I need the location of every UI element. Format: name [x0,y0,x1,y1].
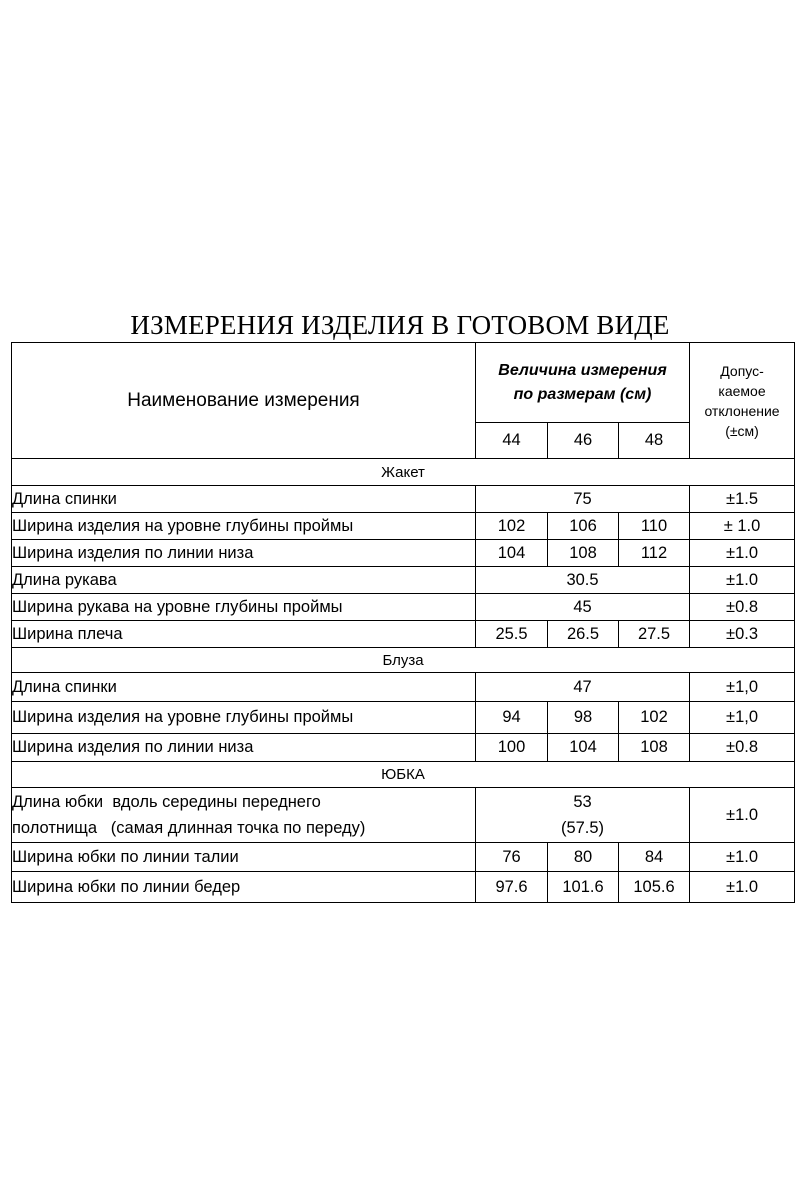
row-value-44: 102 [476,513,548,540]
row-tolerance: ±1.0 [690,788,795,843]
row-value-line2: (57.5) [560,819,605,837]
size-44: 44 [476,423,548,459]
table-row [12,702,795,734]
row-tolerance: ±1,0 [690,673,795,702]
row-value-44: 25.5 [476,621,548,648]
row-value-line1: 53 [573,793,592,811]
table-row [12,594,795,621]
row-value-48: 102 [619,702,690,734]
table-row [12,843,795,872]
row-value-46: 101.6 [548,872,619,903]
row-tolerance: ± 1.0 [690,513,795,540]
row-value-48: 110 [619,513,690,540]
row-value-44: 97.6 [476,872,548,903]
row-name: Ширина изделия на уровне глубины проймы [12,702,476,734]
row-name [12,788,476,843]
measurements-table [11,342,795,903]
row-name-line1: Длина юбки вдоль середины переднего [12,793,321,811]
section-label-jacket: Жакет [12,459,795,486]
section-row [12,762,795,788]
header-row [12,343,795,423]
row-value-46: 80 [548,843,619,872]
row-name: Ширина изделия на уровне глубины проймы [12,513,476,540]
row-name: Длина рукава [12,567,476,594]
table-row [12,673,795,702]
row-value-48: 112 [619,540,690,567]
row-value: 30.5 [476,567,690,594]
row-tolerance: ±1.0 [690,843,795,872]
table-row [12,567,795,594]
row-tolerance: ±1,0 [690,702,795,734]
section-label-skirt: ЮБКА [12,762,795,788]
row-value-46: 26.5 [548,621,619,648]
row-value-44: 76 [476,843,548,872]
row-name: Длина спинки [12,673,476,702]
row-value-48: 105.6 [619,872,690,903]
row-name: Ширина юбки по линии талии [12,843,476,872]
header-size-line2: по размерам (см) [513,385,652,403]
row-value: 45 [476,594,690,621]
row-value-46: 98 [548,702,619,734]
header-tol-line2: каемое [718,382,766,399]
header-measurement-name: Наименование измерения [12,343,476,459]
table-row [12,734,795,762]
row-name: Ширина изделия по линии низа [12,540,476,567]
section-row [12,459,795,486]
size-46: 46 [548,423,619,459]
size-48: 48 [619,423,690,459]
row-name: Длина спинки [12,486,476,513]
row-tolerance: ±0.8 [690,594,795,621]
row-value-46: 104 [548,734,619,762]
row-value-44: 100 [476,734,548,762]
header-size-group [476,343,690,423]
header-tolerance [690,343,795,459]
row-tolerance: ±1.0 [690,567,795,594]
table-row [12,788,795,843]
row-name: Ширина юбки по линии бедер [12,872,476,903]
row-value-46: 108 [548,540,619,567]
header-tol-line1: Допус- [720,362,764,379]
row-tolerance: ±0.3 [690,621,795,648]
row-tolerance: ±0.8 [690,734,795,762]
row-value: 47 [476,673,690,702]
row-name: Ширина изделия по линии низа [12,734,476,762]
row-value-48: 108 [619,734,690,762]
header-tol-line4: (±см) [725,422,759,439]
table-row [12,621,795,648]
section-row [12,648,795,673]
row-tolerance: ±1.0 [690,540,795,567]
row-value-44: 94 [476,702,548,734]
header-size-line1: Величина измерения [498,361,667,379]
row-tolerance: ±1.0 [690,872,795,903]
row-value-48: 27.5 [619,621,690,648]
row-tolerance: ±1.5 [690,486,795,513]
row-value [476,788,690,843]
row-name: Ширина рукава на уровне глубины проймы [12,594,476,621]
row-name: Ширина плеча [12,621,476,648]
table-row [12,486,795,513]
table-row [12,513,795,540]
row-value-46: 106 [548,513,619,540]
row-value: 75 [476,486,690,513]
row-value-44: 104 [476,540,548,567]
table-row [12,540,795,567]
table-row [12,872,795,903]
section-label-blouse: Блуза [12,648,795,673]
header-tol-line3: отклонение [704,402,780,419]
row-value-48: 84 [619,843,690,872]
row-name-line2: полотнища (самая длинная точка по переду) [12,819,366,837]
page-title: ИЗМЕРЕНИЯ ИЗДЕЛИЯ В ГОТОВОМ ВИДЕ [130,310,670,340]
